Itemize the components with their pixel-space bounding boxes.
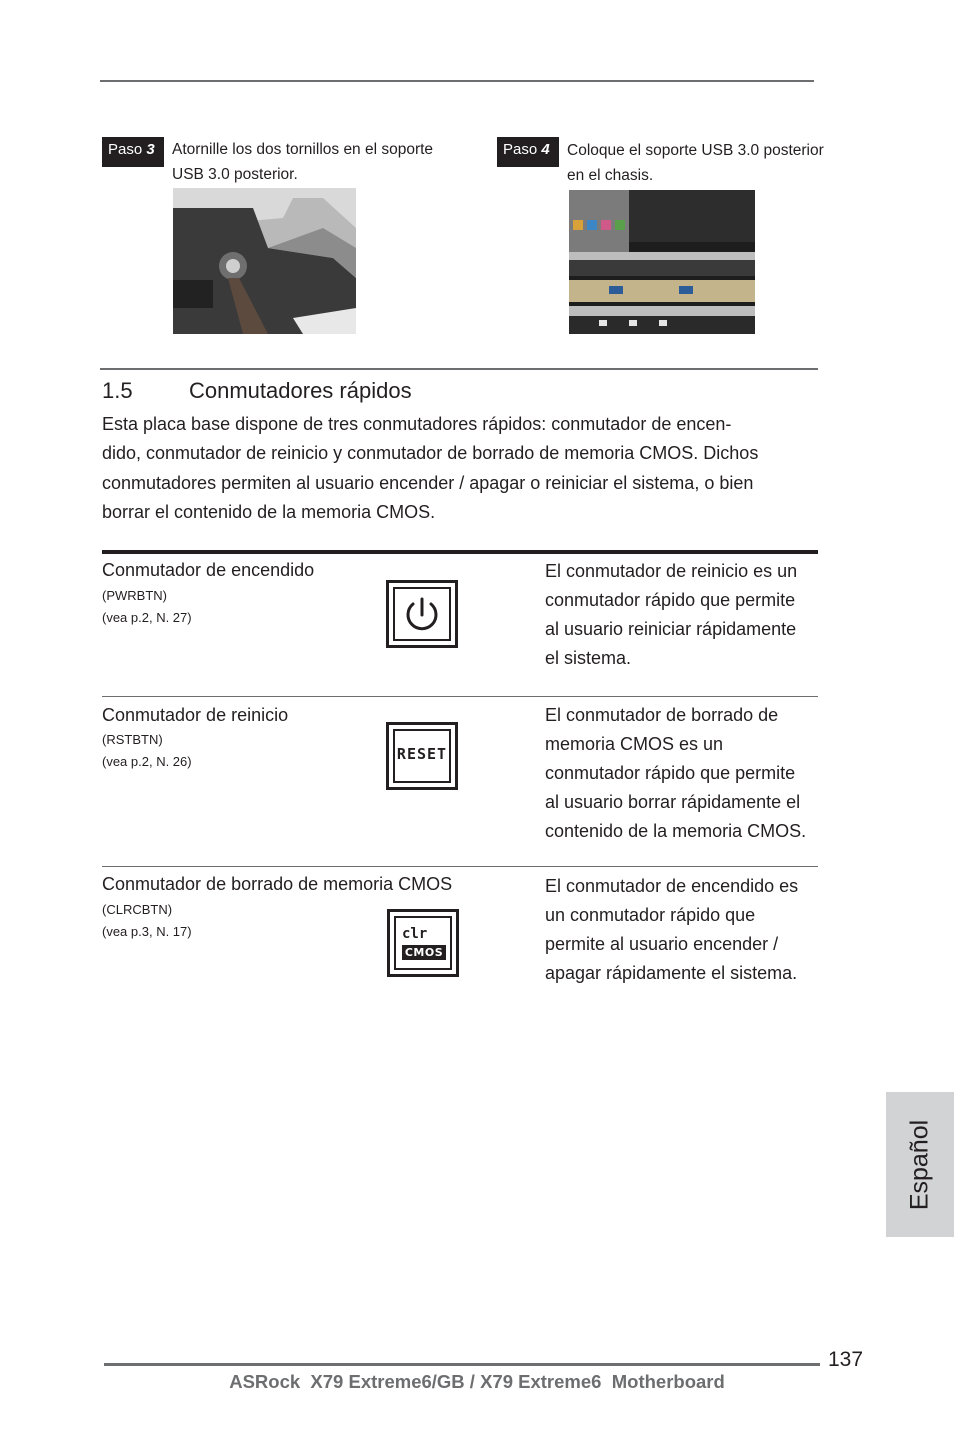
screw-bracket-photo xyxy=(173,188,356,334)
switch-description xyxy=(545,557,835,673)
step-text-line: Atornille los dos tornillos en el soporte xyxy=(172,141,434,158)
description-line: apagar rápidamente el sistema. xyxy=(545,963,798,983)
step-text xyxy=(172,137,433,187)
step-badge-word: Paso xyxy=(108,141,143,158)
description-line: al usuario reiniciar rápidamente xyxy=(545,619,797,639)
switch-name: Conmutador de reinicio xyxy=(102,705,289,725)
intro-line: Esta placa base dispone de tres conmutadores rápidos: conmutador de encen- xyxy=(102,414,732,434)
table-top-rule xyxy=(102,550,818,554)
language-tab xyxy=(886,1092,954,1237)
section-title: Conmutadores rápidos xyxy=(189,378,412,403)
clr-label: clr xyxy=(402,926,428,942)
description-line: conmutador rápido que permite xyxy=(545,763,796,783)
intro-line: borrar el contenido de la memoria CMOS. xyxy=(102,501,436,522)
step-text xyxy=(567,138,824,188)
section-number: 1.5 xyxy=(102,378,133,403)
footer-text: ASRock X79 Extreme6/GB / X79 Extreme6 Motherboard xyxy=(229,1371,725,1392)
cmos-label: CMOS xyxy=(402,945,446,960)
icon-frame xyxy=(394,916,452,970)
step-badge xyxy=(497,137,559,167)
switch-reference: (vea p.3, N. 17) xyxy=(102,924,192,939)
switch-code: (PWRBTN) xyxy=(102,588,167,603)
step-text-line: USB 3.0 posterior. xyxy=(172,166,298,183)
description-line: un conmutador rápido que xyxy=(545,905,756,925)
switch-description xyxy=(545,701,835,846)
description-line: permite al usuario encender / xyxy=(545,934,779,954)
reset-label: RESET xyxy=(396,745,448,763)
power-symbol xyxy=(389,583,455,645)
description-line: contenido de la memoria CMOS. xyxy=(545,821,807,841)
description-line: el sistema. xyxy=(545,648,632,668)
row-divider xyxy=(102,866,818,867)
chassis-bracket-photo xyxy=(569,190,755,334)
section-rule xyxy=(100,368,818,370)
switch-name: Conmutador de borrado de memoria CMOS xyxy=(102,874,453,894)
intro-paragraph xyxy=(102,410,818,527)
switch-code: (RSTBTN) xyxy=(102,732,163,747)
footer-rule xyxy=(104,1363,820,1366)
description-line: al usuario borrar rápidamente el xyxy=(545,792,801,812)
switch-description xyxy=(545,872,835,988)
step-badge-word: Paso xyxy=(503,141,538,158)
chassis-bracket-illustration xyxy=(569,190,755,334)
step-badge-number: 4 xyxy=(541,141,550,158)
switch-code: (CLRCBTN) xyxy=(102,902,173,917)
step-text-line: Coloque el soporte USB 3.0 posterior xyxy=(567,142,824,159)
screw-bracket-illustration xyxy=(173,188,356,334)
intro-line: conmutadores permiten al usuario encender / apagar o reiniciar el sistema, o bien xyxy=(102,472,754,493)
clear-cmos-icon xyxy=(387,909,459,977)
description-line: El conmutador de encendido es xyxy=(545,876,799,896)
intro-line: dido, conmutador de reinicio y conmutador de borrado de memoria CMOS. Dichos xyxy=(102,443,759,464)
reset-icon xyxy=(386,722,458,790)
row-divider xyxy=(102,696,818,697)
description-line: conmutador rápido que permite xyxy=(545,590,796,610)
power-icon xyxy=(386,580,458,648)
page-number: 137 xyxy=(828,1348,864,1371)
description-line: memoria CMOS es un xyxy=(545,734,724,754)
top-rule xyxy=(100,80,814,82)
step-badge-number: 3 xyxy=(146,141,155,158)
description-line: El conmutador de reinicio es un xyxy=(545,561,798,581)
step-badge xyxy=(102,137,164,167)
switch-reference: (vea p.2, N. 26) xyxy=(102,754,192,769)
description-line: El conmutador de borrado de xyxy=(545,705,779,725)
switch-reference: (vea p.2, N. 27) xyxy=(102,610,192,625)
language-tab-label: Español xyxy=(905,1119,934,1210)
switch-name: Conmutador de encendido xyxy=(102,560,315,580)
step-text-line: en el chasis. xyxy=(567,167,654,184)
